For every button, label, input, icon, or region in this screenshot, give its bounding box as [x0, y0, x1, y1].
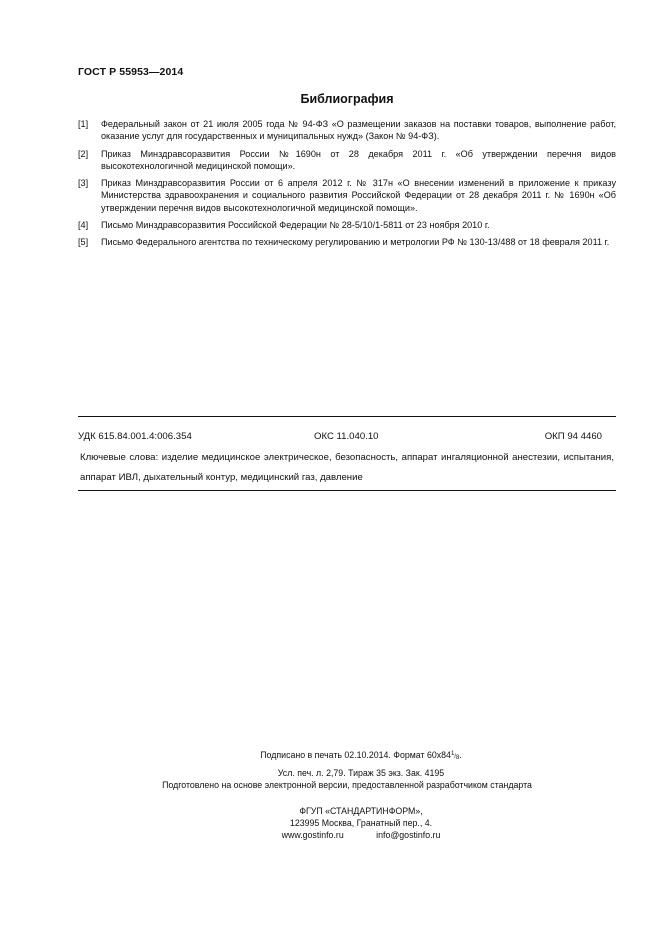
bibliography-item	[78, 219, 616, 231]
publisher-contacts	[92, 829, 630, 841]
udk-code: УДК 615.84.001.4:006.354	[78, 431, 192, 442]
bibliography-list	[78, 118, 616, 254]
publisher-website[interactable]: www.gostinfo.ru	[281, 830, 344, 840]
bibliography-item-number: [5]	[78, 237, 89, 248]
format-fraction-numerator: 1	[450, 751, 455, 757]
publisher-address: 123995 Москва, Гранатный пер., 4.	[289, 818, 433, 828]
bibliography-item-text: Письмо Федерального агентства по техническому регулированию и метрологии РФ № 130-13/488 от 18 февраля 2011 г.	[101, 237, 610, 248]
bibliography-item-number: [3]	[78, 178, 89, 189]
bibliography-item-number: [2]	[78, 148, 89, 159]
bibliography-item-text: Приказ Минздравсоразвития России №1690н от 28 декабря 2011 г. «Об утверждении перечня видов высокотехнологичной медицинской помощи».	[101, 148, 616, 171]
format-fraction-denominator: 8	[455, 755, 460, 761]
bibliography-item	[78, 148, 616, 173]
bibliography-item-text: Письмо Минздравсоразвития Российской Федерации № 28-5/10/1-5811 от 23 ноября 2010 г.	[101, 220, 490, 231]
bibliography-item-text: Приказ Минздравсоразвития России от 6 апреля 2012 г. № 317н «О внесении изменений в приложение к приказу Министерства здравоохранения и социального развития Российской Федерации от 28 декабря 2011 г. № 1690н «Об утверждении перечня видов высокотехнологичной медицинской помощи».	[101, 178, 616, 213]
signed-for-print-suffix: .	[459, 750, 462, 760]
top-divider	[78, 416, 616, 417]
keywords-text: изделие медицинское электрическое, безопасность, аппарат ингаляционной анестезии, испытания, аппарат ИВЛ, дыхательный контур, медицинский газ, давление	[80, 452, 614, 483]
keywords-label: Ключевые слова:	[80, 452, 159, 463]
keywords-block	[80, 448, 614, 488]
publisher-email[interactable]: info@gostinfo.ru	[376, 830, 441, 840]
okp-code: ОКП 94 4460	[544, 431, 602, 442]
bottom-divider	[78, 490, 616, 491]
document-header-code: ГОСТ Р 55953—2014	[78, 66, 184, 78]
signed-for-print: Подписано в печать 02.10.2014. Формат $60х84^1/8$.	[260, 750, 462, 761]
bibliography-item-number: [4]	[78, 220, 89, 231]
bibliography-item-number: [1]	[78, 119, 89, 129]
oks-code: ОКС 11.040.10	[314, 431, 379, 442]
bibliography-item-text: Федеральный закон от 21 июля 2005 года № 94-ФЗ «О размещении заказов на поставки товаров, выполнение работ, оказание услуг для государственных и муниципальных нужд» (Закон № 94-ФЗ).	[101, 119, 616, 142]
bibliography-item	[78, 177, 616, 214]
prepared-note: Подготовлено на основе электронной версии, предоставленной разработчиком стандарта	[162, 780, 532, 790]
bibliography-title: Библиография	[300, 92, 394, 106]
bibliography-item	[78, 236, 616, 248]
print-sheets-info: Усл. печ. л. 2,79. Тираж 35 экз. Зак. 4195	[277, 768, 445, 778]
bibliography-item	[78, 118, 616, 143]
signed-for-print-text: Подписано в печать 02.10.2014. Формат 60х84	[260, 750, 451, 760]
publisher-name: ФГУП «СТАНДАРТИНФОРМ»,	[299, 806, 423, 816]
